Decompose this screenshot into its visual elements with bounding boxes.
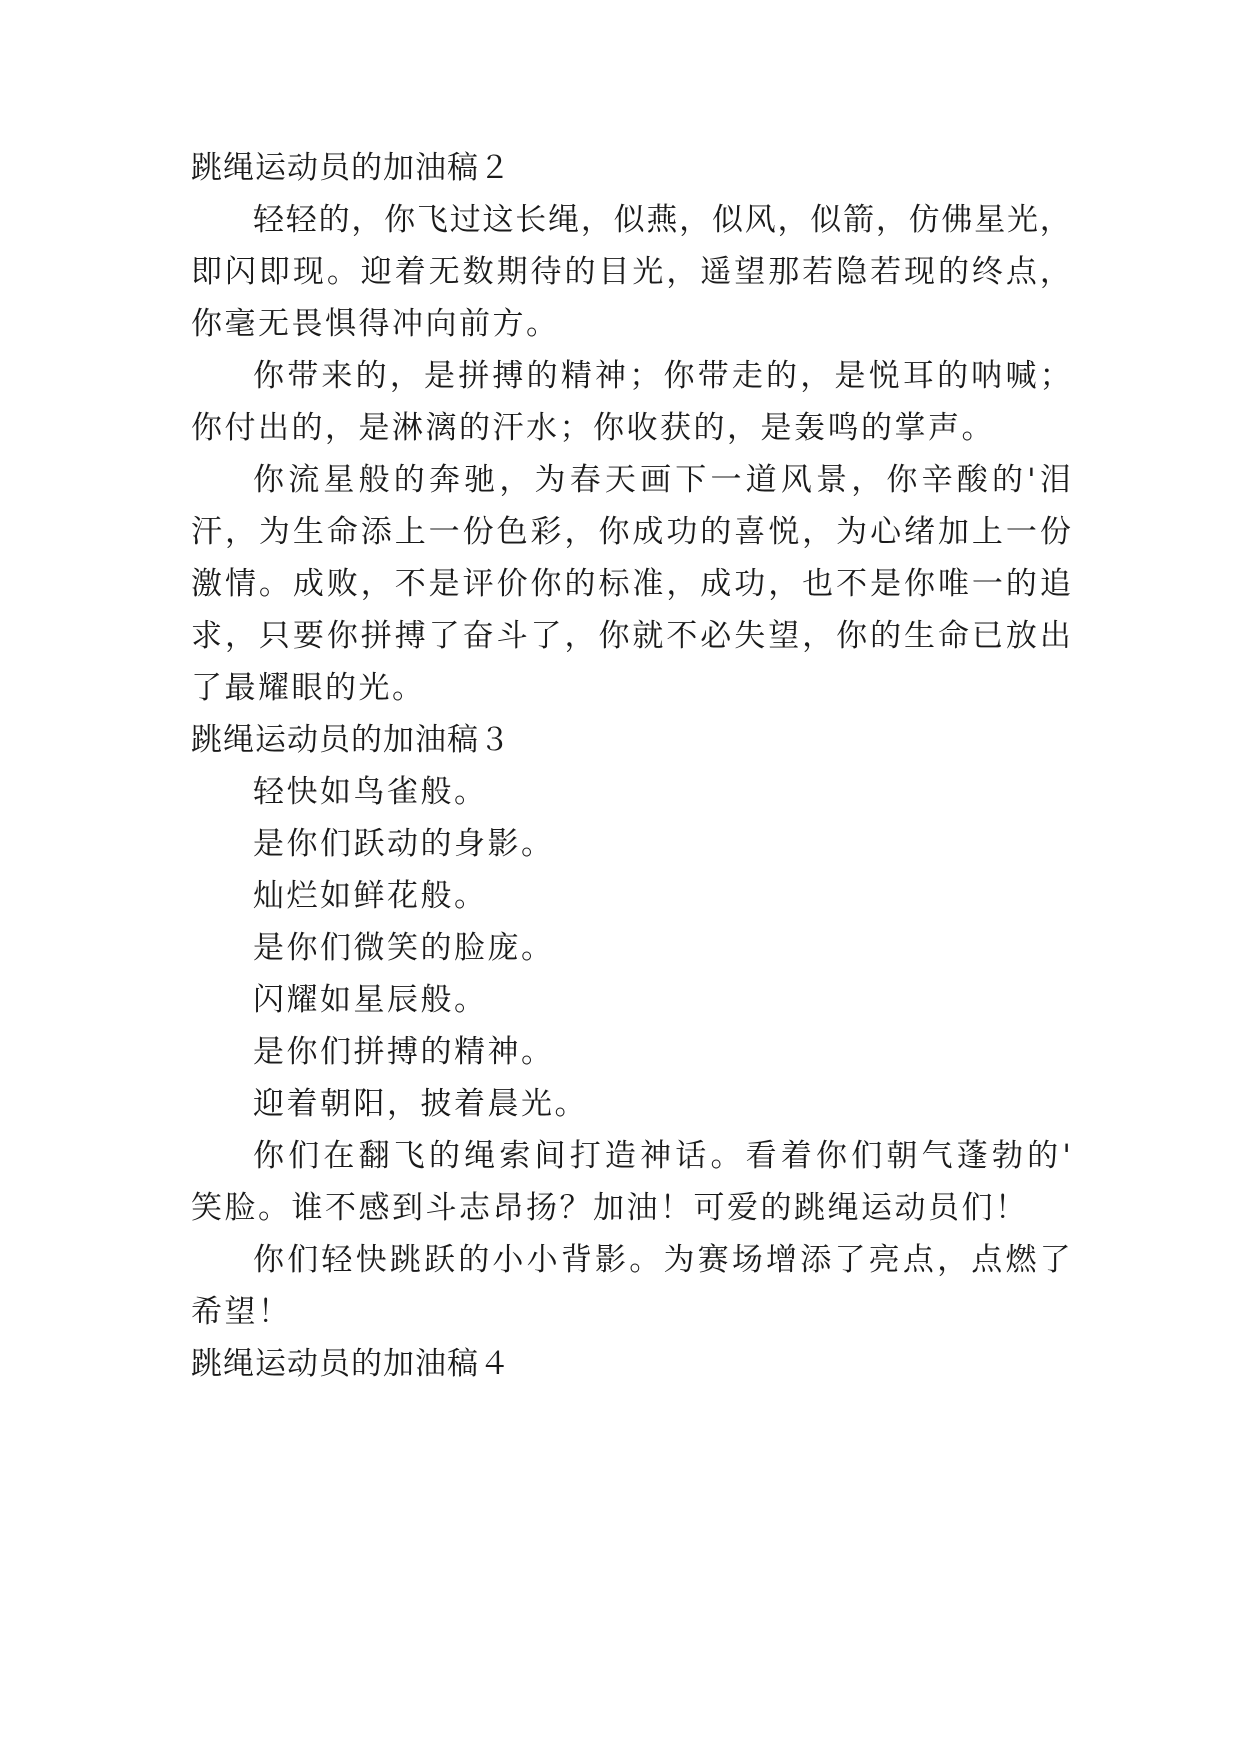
paragraph-line: 求 ， 只 要 你 拼 搏 了 奋 斗 了 ， 你 就 不 必 失 望 ， 你 的 生 命 已 放 出 [191, 618, 1071, 654]
paragraph-line: 你毫无畏惧得冲向前方。 [191, 306, 560, 342]
paragraph-line: 灿烂如鲜花般。 [253, 878, 488, 914]
paragraph-line: 你 流 星 般 的 奔 驰 ， 为 春 天 画 下 一 道 风 景 ， 你 辛 酸 的 ' 泪 [253, 462, 1071, 498]
paragraph-line: 轻 轻 的 ， 你 飞 过 这 长 绳 ， 似 燕 ， 似 风 ， 似 箭 ， 仿 佛 星 光 ， [253, 202, 1071, 238]
paragraph-line: 希望！ [191, 1294, 292, 1330]
paragraph-line: 闪耀如星辰般。 [253, 982, 488, 1018]
paragraph-line: 激 情 。 成 败 ， 不 是 评 价 你 的 标 准 ， 成 功 ， 也 不 是 你 唯 一 的 追 [191, 566, 1071, 602]
paragraph-line: 轻快如鸟雀般。 [253, 774, 488, 810]
section-heading: 跳绳运动员的加油稿４ [191, 1346, 511, 1382]
paragraph-line: 笑脸。谁不感到斗志昂扬？加油！可爱的跳绳运动员们！ [191, 1190, 1029, 1226]
paragraph-line: 是你们拼搏的精神。 [253, 1034, 555, 1070]
paragraph-line: 你 们 轻 快 跳 跃 的 小 小 背 影 。 为 赛 场 增 添 了 亮 点 ， 点 燃 了 [253, 1242, 1071, 1278]
section-heading: 跳绳运动员的加油稿３ [191, 722, 511, 758]
paragraph-line: 是你们微笑的脸庞。 [253, 930, 555, 966]
paragraph-line: 是你们跃动的身影。 [253, 826, 555, 862]
paragraph-line: 你付出的，是淋漓的汗水；你收获的，是轰鸣的掌声。 [191, 410, 995, 446]
paragraph-line: 汗 ， 为 生 命 添 上 一 份 色 彩 ， 你 成 功 的 喜 悦 ， 为 心 绪 加 上 一 份 [191, 514, 1071, 550]
paragraph-line: 你 们 在 翻 飞 的 绳 索 间 打 造 神 话 。 看 着 你 们 朝 气 蓬 勃 的 ' [253, 1138, 1071, 1174]
section-heading: 跳绳运动员的加油稿２ [191, 150, 511, 186]
paragraph-line: 即 闪 即 现 。 迎 着 无 数 期 待 的 目 光 ， 遥 望 那 若 隐 若 现 的 终 点 ， [191, 254, 1071, 290]
paragraph-line: 了最耀眼的光。 [191, 670, 426, 706]
paragraph-line: 迎着朝阳，披着晨光。 [253, 1086, 588, 1122]
paragraph-line: 你 带 来 的 ， 是 拼 搏 的 精 神 ； 你 带 走 的 ， 是 悦 耳 的 呐 喊 ； [253, 358, 1071, 394]
